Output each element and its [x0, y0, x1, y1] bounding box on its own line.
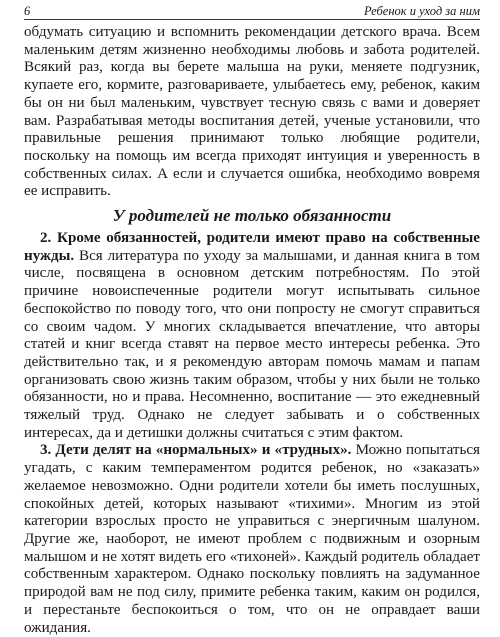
- running-title: Ребенок и уход за ним: [363, 4, 480, 18]
- paragraph-3-text: Можно попытаться угадать, с каким темпераментом родится ребенок, но «заказать» желаемое невозможно. Одни родители хотели бы иметь послушных, спокойных детей, которых называют «тихими». Многим из этой категории взрослых просто не управиться с энергичным шалуном. Другие же, наоборот, не имеют проблем с подвижным и озорным малышом и не хотят видеть его «тихоней». Каждый родитель обладает собственным характером. Однако поскольку повлиять на задуманное природой вам не под силу, примите ребенка таким, каким он родился, и перестаньте беспокоиться о том, что он не оправдает ваши ожидания.: [24, 442, 480, 636]
- paragraph-2-lead: 2. Кроме обязанностей, родители имеют право на собственные нужды.: [24, 230, 480, 264]
- page-number: 6: [24, 4, 31, 18]
- section-title: У родителей не только обязанности: [112, 206, 392, 226]
- intro-paragraph: обдумать ситуацию и вспомнить рекомендации детского врача. Всем маленьким детям жизненно необходимы любовь и забота родителей. Всякий раз, когда вы берете малыша на руки, меняете подгузник, купаете его, кормите, разговариваете, улыбаетесь ему, ребенок, каким бы он ни был маленьким, чувствует тесную связь с вами и доверяет вам. Разрабатывая методы воспитания детей, ученые установили, что правильные решения принимают только любящие родители, поскольку на помощь им всегда приходят интуиция и уверенность в собственных силах. А если и случается ошибка, необходимо вовремя ее исправить.: [24, 24, 480, 200]
- paragraph-3: [24, 442, 480, 637]
- paragraph-2: [24, 230, 480, 442]
- running-header: [24, 4, 480, 20]
- paragraph-2-text: Вся литература по уходу за малышами, и данная книга в том числе, посвящена в основном детским потребностям. По этой причине новоиспеченные родители могут испытывать сильное беспокойство по поводу того, что они попросту не смогут справиться со своим чадом. У многих складывается впечатление, что авторы статей и книг всегда ставят на первое место интересы ребенка. Это действительно так, и я рекомендую авторам помочь мамам и папам организовать свою жизнь таким образом, чтобы у них были не только обязанности, но и права. Несомненно, воспитание — это ежедневный тяжелый труд. Однако не следует забывать и о собственных интересах, да и детишки должны считаться с этим фактом.: [24, 247, 480, 441]
- page-body: [24, 24, 480, 637]
- paragraph-3-lead: 3. Дети делят на «нормальных» и «трудных».: [40, 442, 352, 459]
